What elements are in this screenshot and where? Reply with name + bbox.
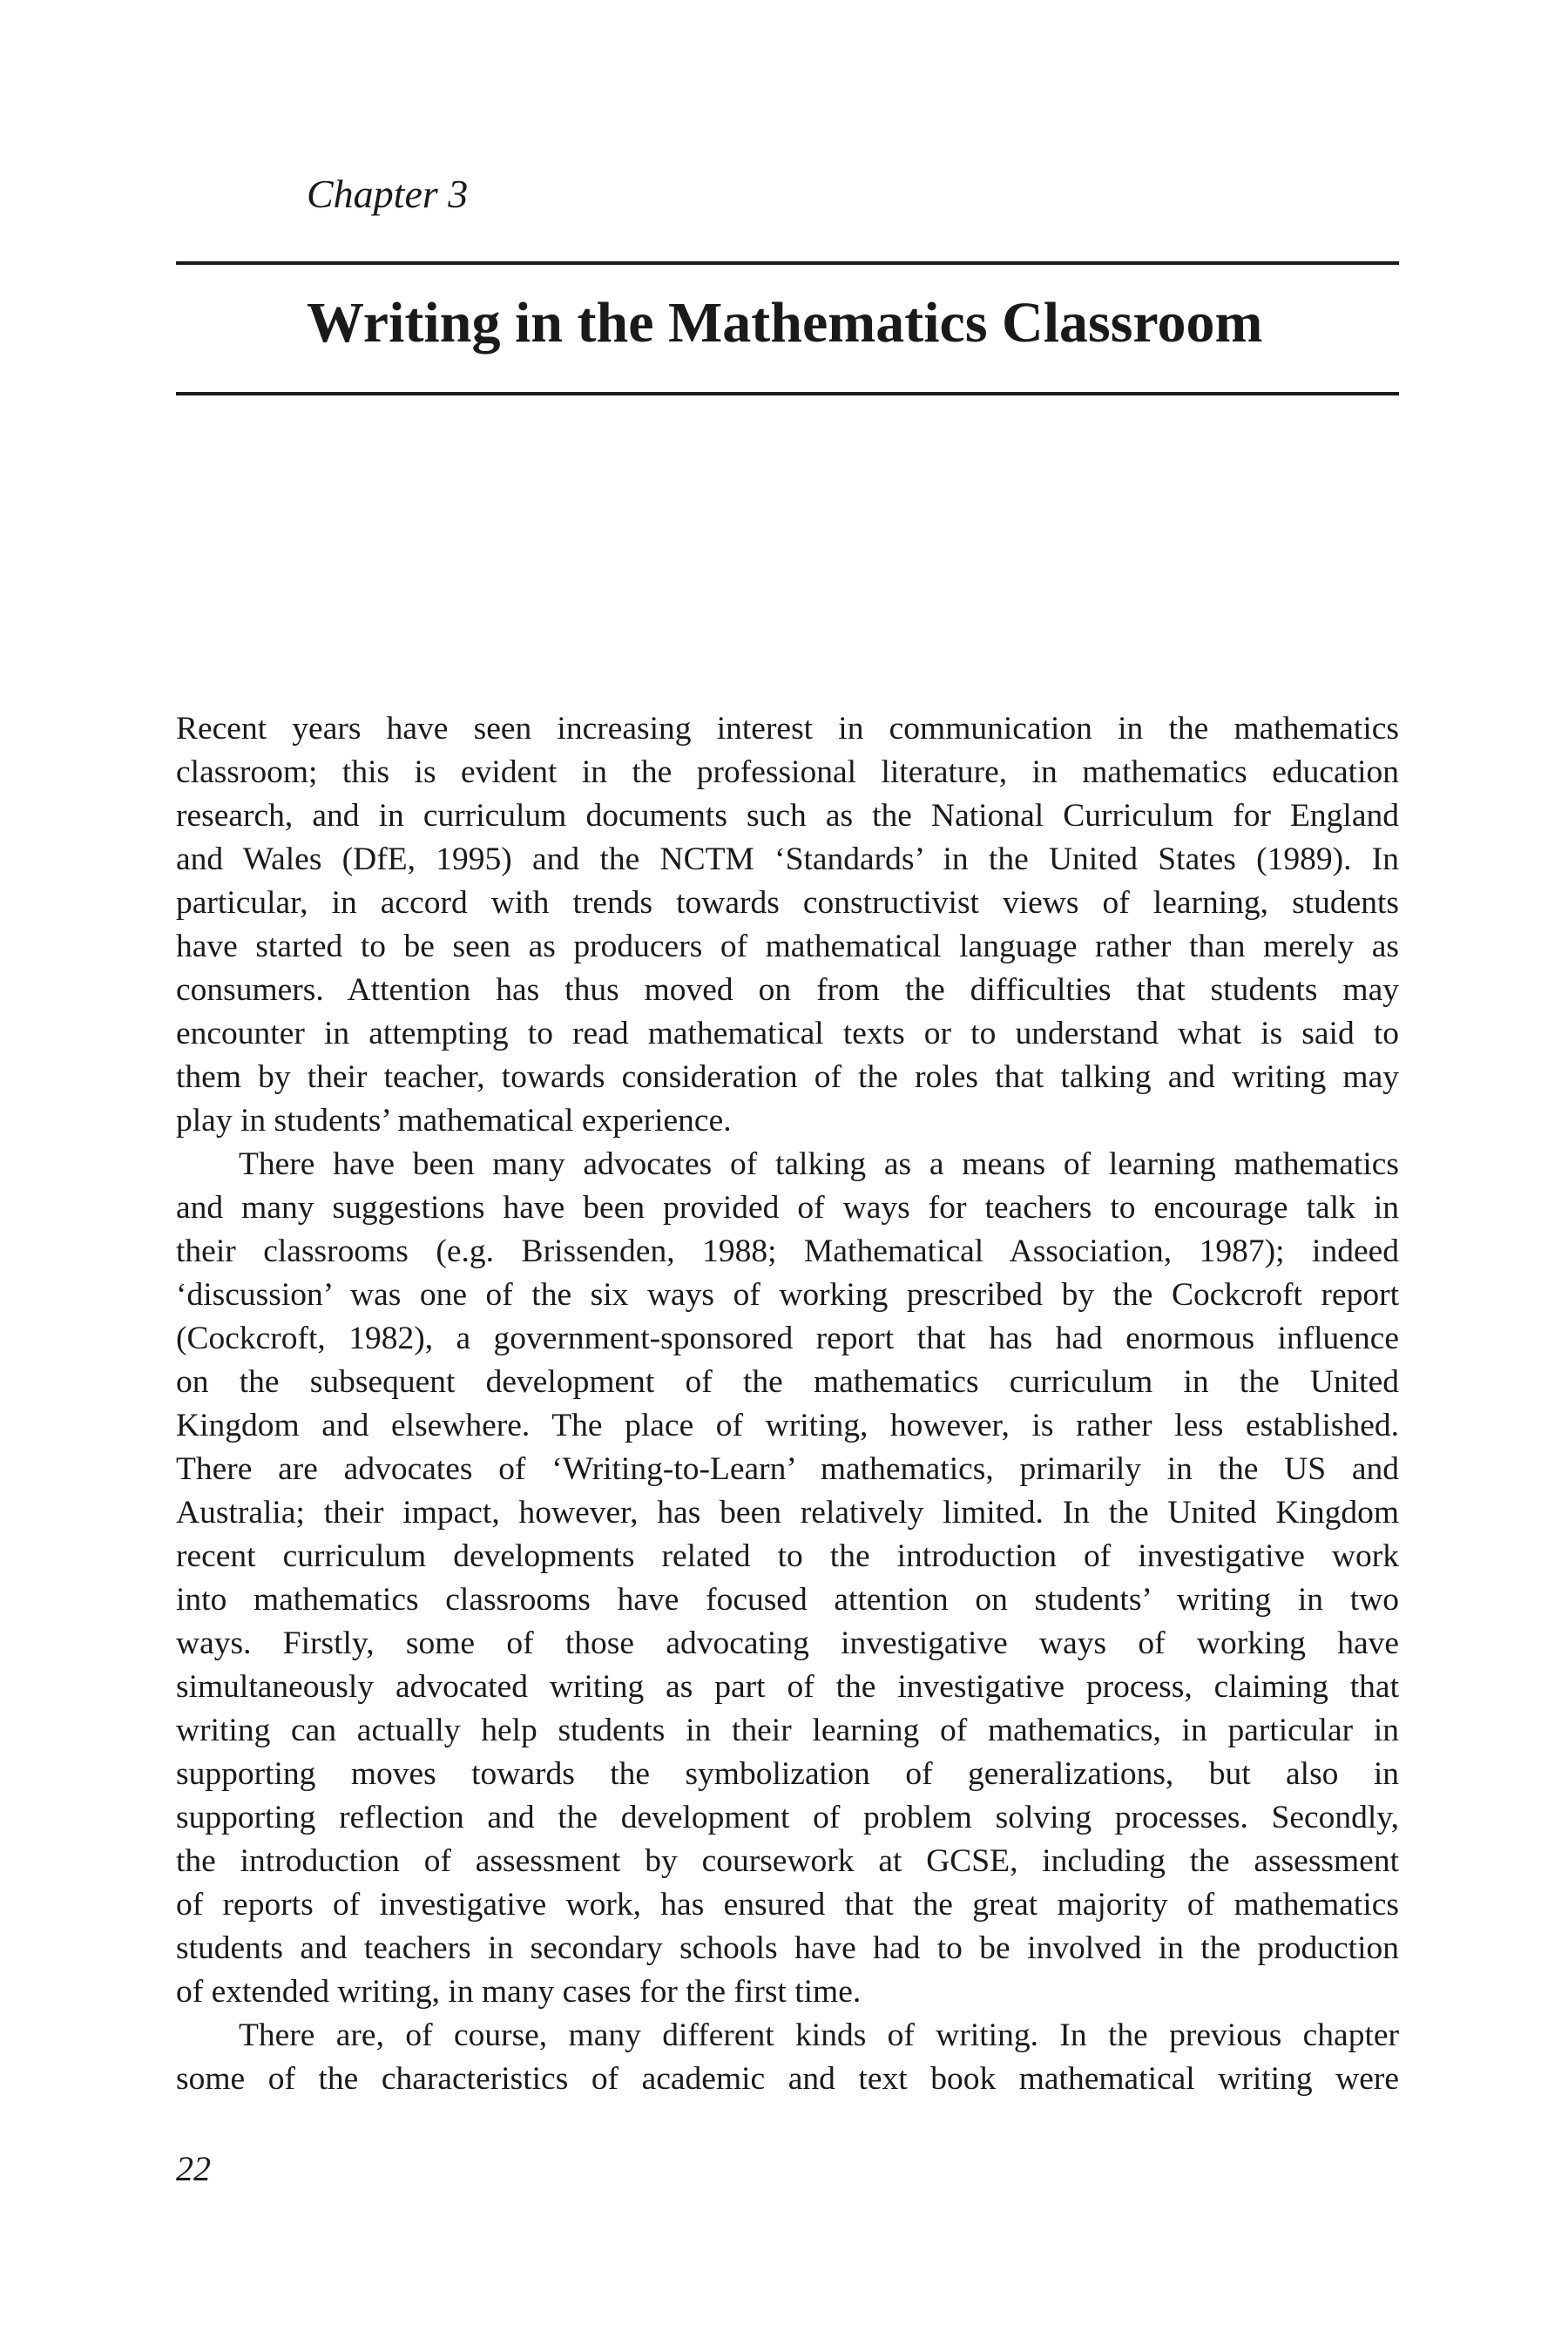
text-line: ways. Firstly, some of those advocating investigative ways of working have [176,1625,1399,1661]
paragraph-3 [176,2014,1399,2101]
chapter-label: Chapter 3 [307,172,469,216]
text-line: There have been many advocates of talking as a means of learning mathematics [239,1146,1399,1182]
text-line: There are, of course, many different kinds of writing. In the previous chapter [239,2017,1399,2053]
title-bottom-rule [176,392,1399,395]
text-line: their classrooms (e.g. Brissenden, 1988; Mathematical Association, 1987); indeed [176,1233,1399,1269]
text-line: particular, in accord with trends towards constructivist views of learning, students [176,885,1399,921]
page-number: 22 [176,2149,211,2188]
paragraph-2 [176,1143,1399,2014]
text-line: recent curriculum developments related to the introduction of investigative work [176,1538,1399,1574]
text-line: consumers. Attention has thus moved on from the difficulties that students may [176,972,1399,1008]
text-line: research, and in curriculum documents such as the National Curriculum for England [176,798,1399,834]
text-line: Kingdom and elsewhere. The place of writing, however, is rather less established. [176,1408,1399,1443]
text-line: supporting moves towards the symbolization of generalizations, but also in [176,1756,1399,1792]
text-line: classroom; this is evident in the professional literature, in mathematics education [176,754,1399,790]
text-line: and Wales (DfE, 1995) and the NCTM ‘Standards’ in the United States (1989). In [176,841,1399,877]
text-line: supporting reflection and the development of problem solving processes. Secondly, [176,1800,1399,1835]
text-line: writing can actually help students in their learning of mathematics, in particular in [176,1713,1399,1748]
text-line: them by their teacher, towards consideration of the roles that talking and writing may [176,1059,1399,1095]
text-line: have started to be seen as producers of mathematical language rather than merely as [176,929,1399,964]
text-line: on the subsequent development of the mathematics curriculum in the United [176,1364,1399,1400]
text-line: encounter in attempting to read mathematical texts or to understand what is said to [176,1016,1399,1051]
text-line: Recent years have seen increasing interest in communication in the mathematics [176,711,1399,747]
text-line: some of the characteristics of academic and text book mathematical writing were [176,2061,1399,2097]
text-line: Australia; their impact, however, has been relatively limited. In the United Kingdom [176,1495,1399,1531]
text-line: of reports of investigative work, has ensured that the great majority of mathematics [176,1887,1399,1923]
text-line: and many suggestions have been provided of ways for teachers to encourage talk in [176,1190,1399,1226]
text-line: students and teachers in secondary schools have had to be involved in the production [176,1930,1399,1966]
text-line: There are advocates of ‘Writing-to-Learn’ mathematics, primarily in the US and [176,1451,1399,1487]
text-line: the introduction of assessment by coursework at GCSE, including the assessment [176,1843,1399,1879]
text-line: simultaneously advocated writing as part of the investigative process, claiming that [176,1669,1399,1705]
chapter-title: Writing in the Mathematics Classroom [307,291,1263,355]
text-line: (Cockcroft, 1982), a government-sponsored report that has had enormous influence [176,1321,1399,1356]
title-top-rule [176,261,1399,265]
paragraph-1 [176,707,1399,1143]
text-line: play in students’ mathematical experience. [176,1103,732,1139]
text-line: into mathematics classrooms have focused attention on students’ writing in two [176,1582,1399,1618]
text-line: of extended writing, in many cases for the first time. [176,1974,862,2010]
body-text [176,707,1399,2101]
text-line: ‘discussion’ was one of the six ways of working prescribed by the Cockcroft report [176,1277,1399,1313]
